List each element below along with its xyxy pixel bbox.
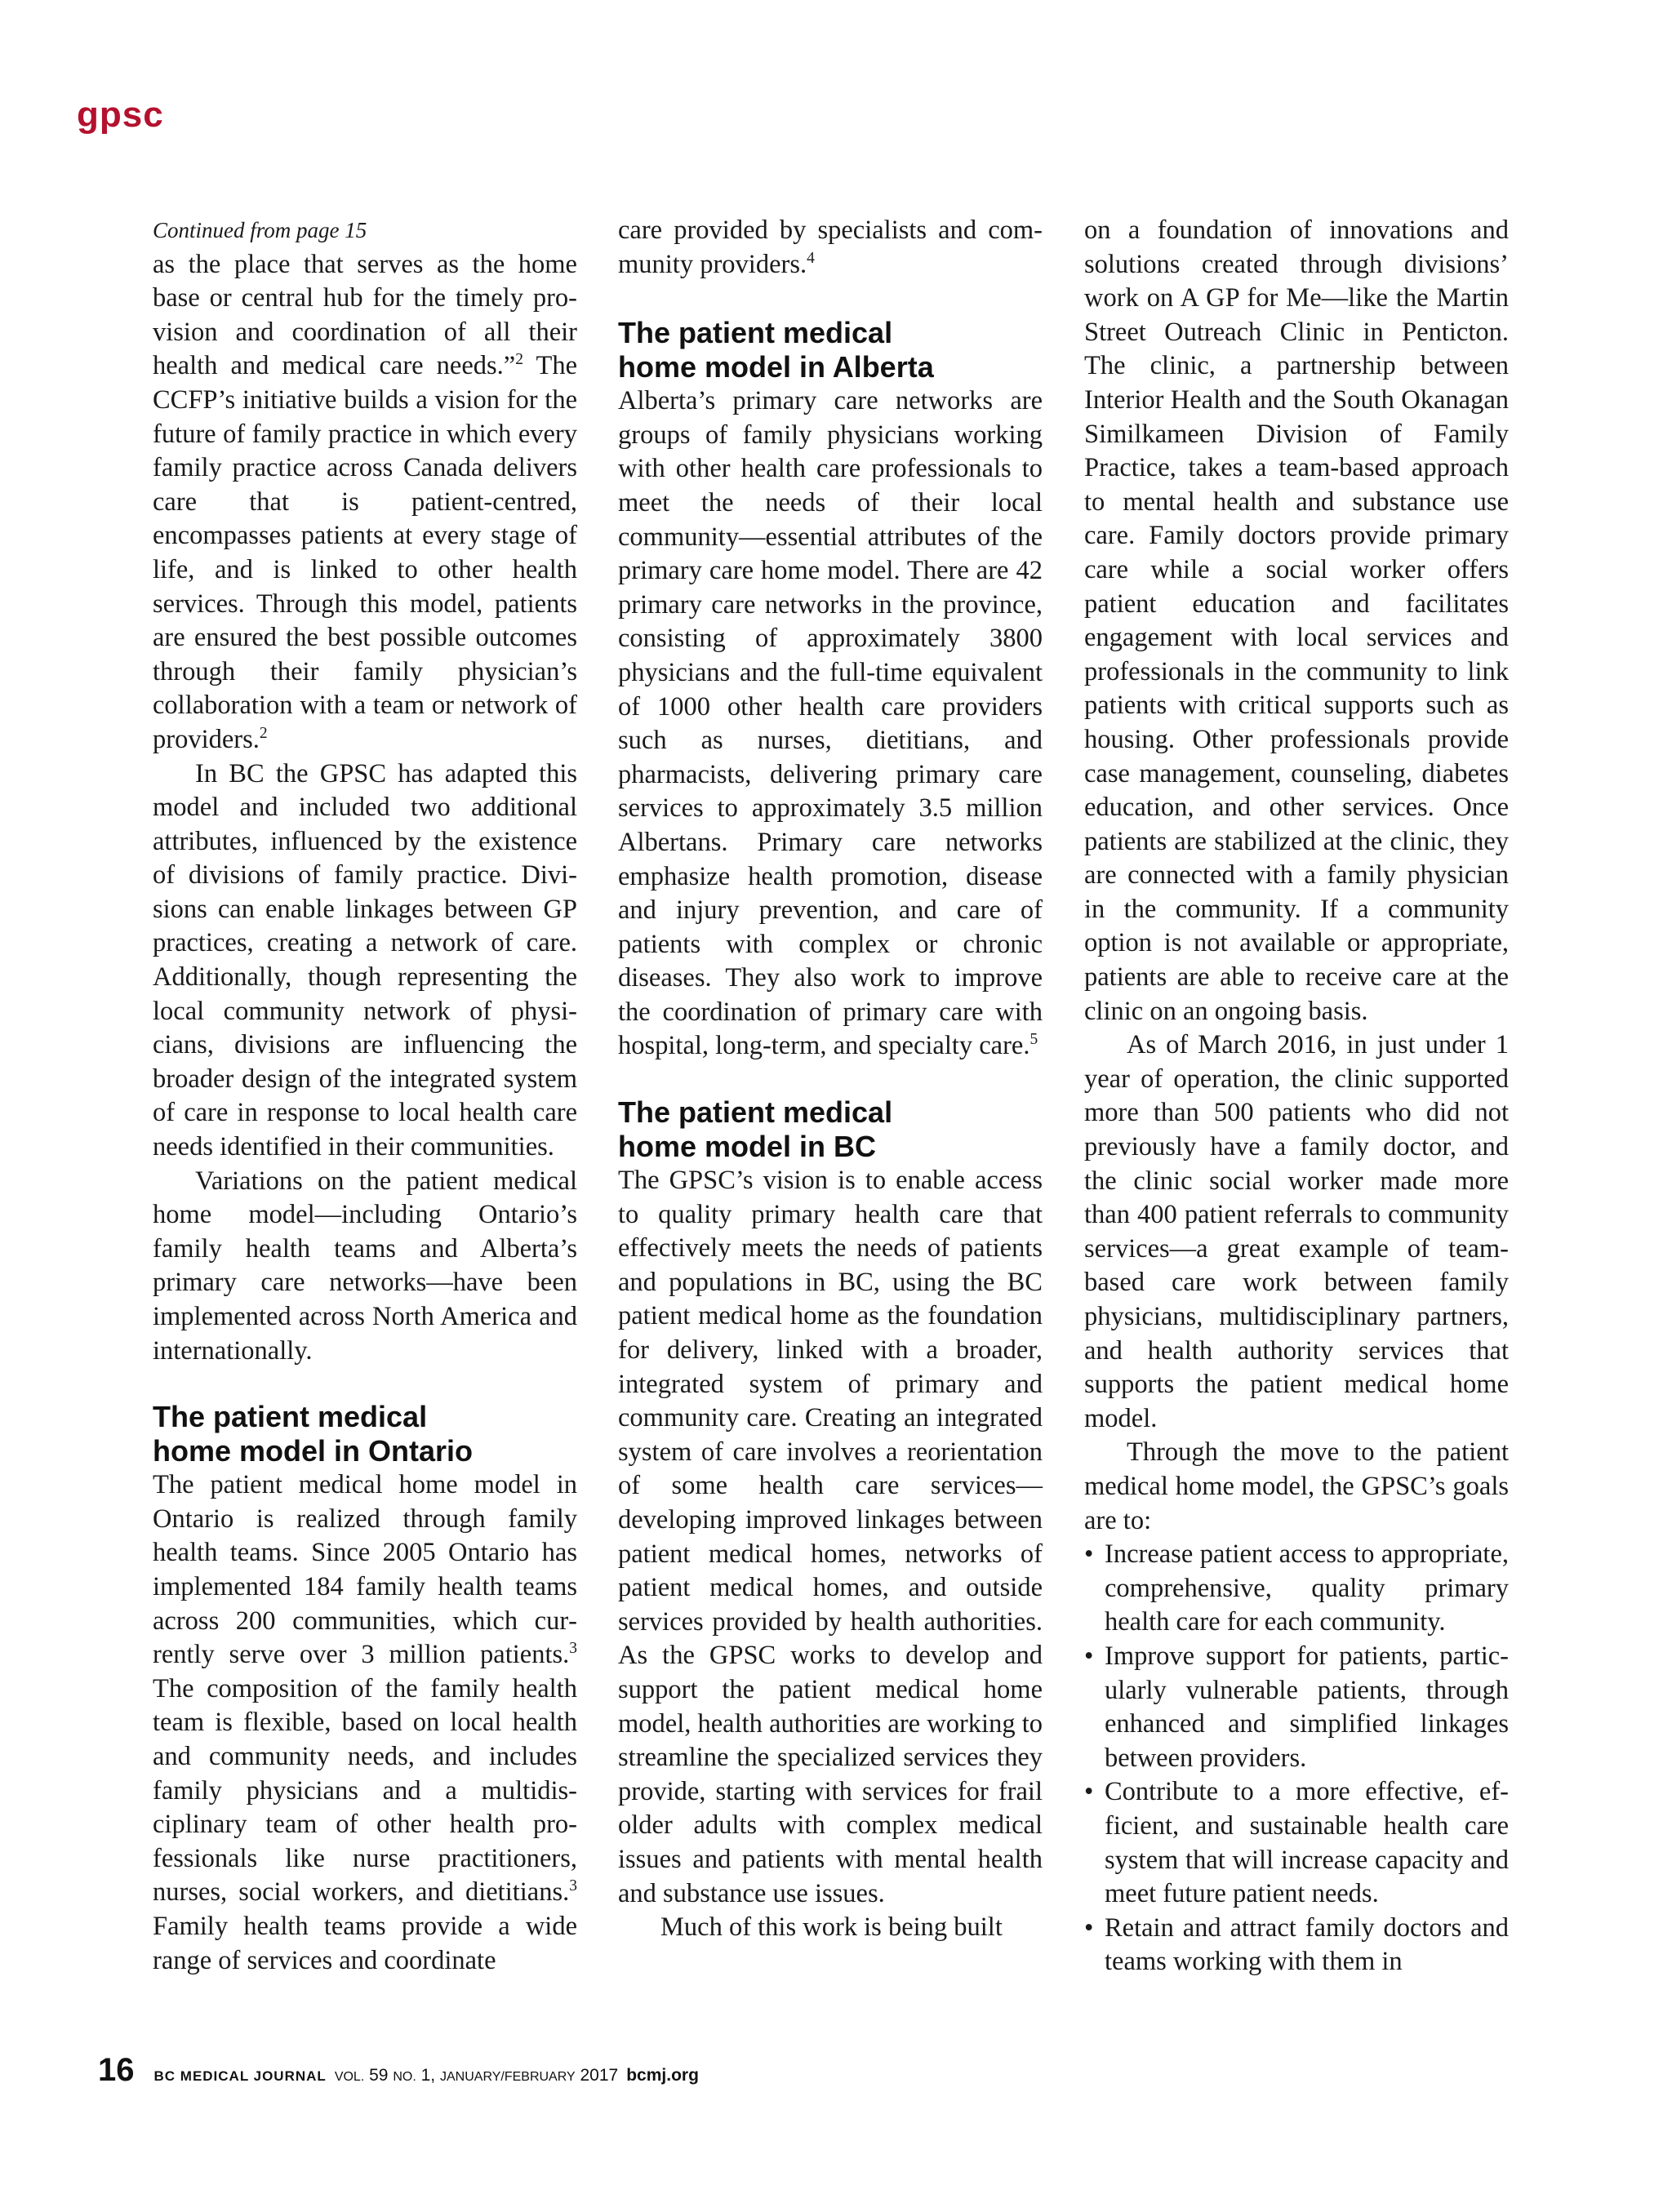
- continued-note: Continued from page 15: [153, 218, 367, 242]
- list-item: • Retain and attract family doctors and teams working with them in: [1084, 1912, 1509, 1979]
- journal-name: BC MEDICAL JOURNAL: [153, 2068, 327, 2084]
- list-item: • Improve support for patients, particularly vulnerable patients, through enhanced and simplified linkages between providers.: [1084, 1640, 1509, 1775]
- list-item: • Increase patient access to appropriate, comprehensive, quality primary health care for each community.: [1084, 1538, 1509, 1640]
- column-3: [1084, 214, 1509, 1979]
- paragraph: As of March 2016, in just under 1 year of operation, the clinic supported more than 500 patients who did not previously have a family doctor, and the clinic social worker made more than 400 patient referrals to community services—a great example of team-based care work between family physicians, multidisciplinary partners, and health authority services that supports the patient medical home model.: [1084, 1030, 1509, 1433]
- paragraph: Variations on the patient medical home model—including Ontario’s family health teams and Alberta’s primary care networks—have been implemented across North America and internationally.: [153, 1166, 577, 1366]
- paragraph: Through the move to the patient medical home model, the GPSC’s goals are to:: [1084, 1437, 1509, 1535]
- heading-ontario: The patient medical home model in Ontario: [153, 1400, 474, 1468]
- website-link[interactable]: bcmj.org: [626, 2066, 699, 2085]
- column-1: [153, 214, 577, 1978]
- paragraph: on a foundation of innovations and solutions created through divisions’ work on A GP for Me—like the Martin Street Outreach Clinic in Penticton. The clinic, a partnership between Interior Health and the South Okanagan Similkameen Division of Family Practice, takes a team-based approach to mental health and substance use care. Family doctors provide primary care while a social worker offers patient education and facilitates engagement with local services and professionals in the community to link patients with critical supports such as housing. Other professionals provide case management, counseling, diabetes education, and other services. Once patients are stabilized at the clinic, they are connected with a family physician in the community. If a community option is not available or appropriate, patients are able to receive care at the clinic on an ongoing basis.: [1084, 215, 1509, 1026]
- paragraph: In BC the GPSC has adapted this model and included two additional attributes, influenced by the existence of divisions of family practice. Divisions can enable linkages between GP practices, creating a network of care. Additionally, though representing the local community network of physicians, divisions are influencing the broader design of the integrated system of care in response to local health care needs identified in their communities.: [153, 758, 577, 1162]
- page-footer: [98, 2052, 699, 2089]
- list-item: • Contribute to a more effective, efficient, and sustainable health care system that will increase capacity and meet future patient needs.: [1084, 1775, 1509, 1911]
- page-number: 16: [98, 2052, 135, 2088]
- paragraph: Much of this work is being built: [660, 1912, 1003, 1943]
- paragraph: Alberta’s primary care networks are groups of family physicians working with other health care professionals to meet the needs of their local community—essential attributes of the primary care home model. There are 42 primary care networks in the province, consisting of approximately 3800 physicians and the full-time equivalent of 1000 other health care providers such as nurses, dietitians, and pharmacists, delivering primary care services to approximately 3.5 million Albertans. Primary care networks emphasize health promotion, disease and injury prevention, and care of patients with complex or chronic diseases. They also work to improve the coordination of primary care with hospital, long-term, and specialty care.$^5$: [618, 386, 1043, 1061]
- section-tag: gpsc: [77, 95, 164, 135]
- issue-info: VOL. 59 NO. 1, JANUARY/FEBRUARY 2017: [334, 2066, 619, 2085]
- paragraph: The patient medical home model in Ontario is realized through family health teams. Since 2005 Ontario has implemented 184 family health teams across 200 communities, which currently serve over 3 million patients.$^3$ The composition of the family health team is flexible, based on local health and community needs, and includes family physicians and a multidisciplinary team of other health professionals like nurse practitioners, nurses, social workers, and dietitians.$^3$ Family health teams provide a wide range of services and coordinate: [153, 1470, 577, 1975]
- heading-bc: The patient medical home model in BC: [618, 1095, 893, 1164]
- paragraph: care provided by specialists and community providers.$^4$: [618, 215, 1043, 279]
- paragraph: as the place that serves as the home base or central hub for the timely provision and coordination of all their health and medical care needs.”$^2$ The CCFP’s initiative builds a vision for the future of family practice in which every family practice across Canada delivers care that is patient-centred, encompasses patients at every stage of life, and is linked to other health services. Through this model, patients are ensured the best possible outcomes through their family physician’s collaboration with a team or network of providers.$^2$: [153, 249, 577, 754]
- goals-list: [1084, 1538, 1509, 1979]
- paragraph: The GPSC’s vision is to enable access to quality primary health care that effectively meets the needs of patients and populations in BC, using the BC patient medical home as the foundation for delivery, linked with a broader, integrated system of primary and community care. Creating an integrated system of care involves a reorientation of some health care services—developing improved linkages between patient medical homes, networks of patient medical homes, and outside services provided by health authorities. As the GPSC works to develop and support the patient medical home model, health authorities are working to streamline the specialized services they provide, starting with services for frail older adults with complex medical issues and patients with mental health and substance use issues.: [618, 1166, 1043, 1908]
- column-2: [618, 214, 1043, 1945]
- heading-alberta: The patient medical home model in Alberta: [618, 316, 934, 384]
